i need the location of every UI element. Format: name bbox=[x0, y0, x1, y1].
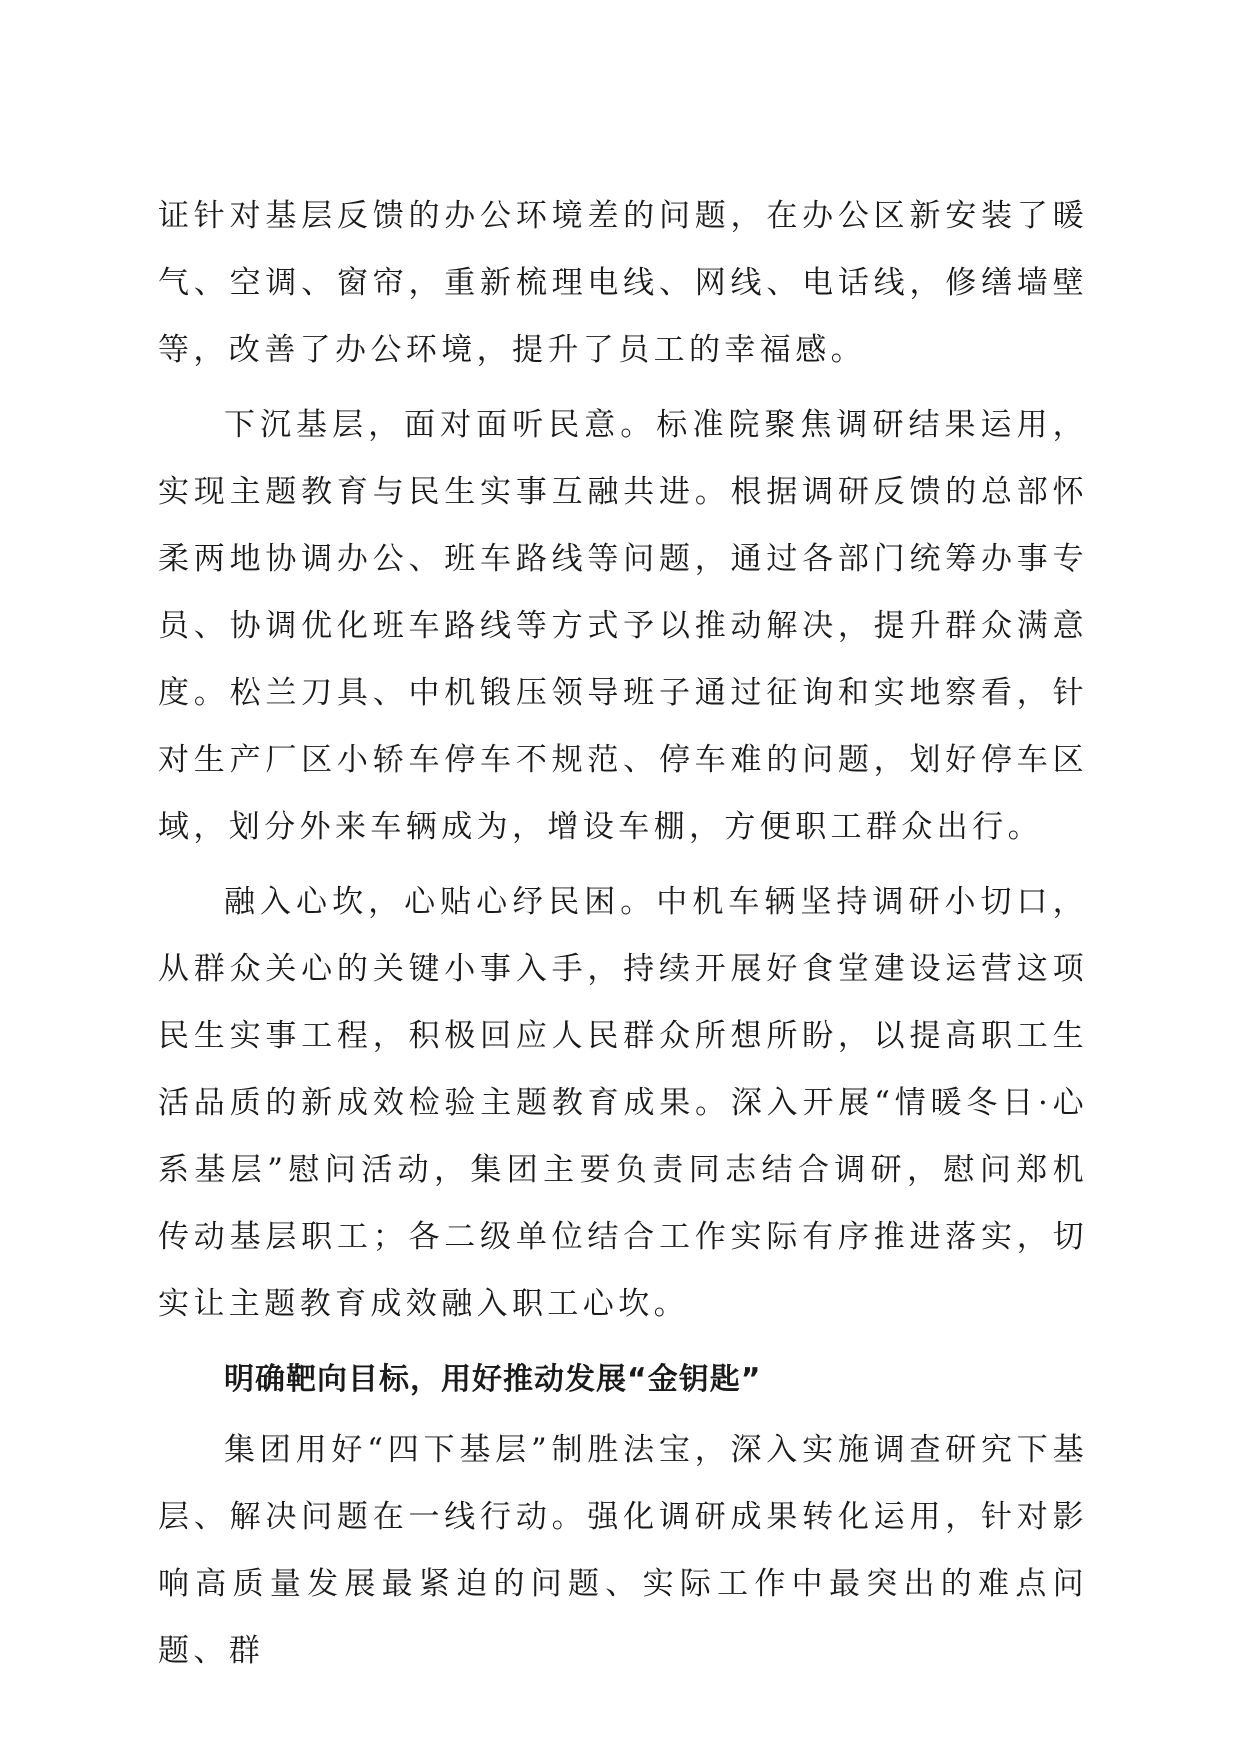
section-heading: 明确靶向目标，用好推动发展“金钥匙” bbox=[224, 1362, 762, 1397]
paragraph-continuation: 证针对基层反馈的办公环境差的问题，在办公区新安装了暖气、空调、窗帘，重新梳理电线、网线、电话线，修缮墙壁等，改善了办公环境，提升了员工的幸福感。 bbox=[158, 198, 1088, 368]
document-body bbox=[158, 183, 1088, 1685]
paragraph-grassroots: 下沉基层，面对面听民意。标准院聚焦调研结果运用，实现主题教育与民生实事互融共进。根据调研反馈的总部怀柔两地协调办公、班车路线等问题，通过各部门统筹办事专员、协调优化班车路线等方式予以推动解决，提升群众满意度。松兰刀具、中机锻压领导班子通过征询和实地察看，针对生产厂区小轿车停车不规范、停车难的问题，划好停车区域，划分外来车辆成为，增设车棚，方便职工群众出行。 bbox=[158, 407, 1088, 845]
paragraph-heart: 融入心坎，心贴心纾民困。中机车辆坚持调研小切口，从群众关心的关键小事入手，持续开展好食堂建设运营这项民生实事工程，积极回应人民群众所想所盼，以提高职工生活品质的新成效检验主题教育成果。深入开展“情暖冬日·心系基层”慰问活动，集团主要负责同志结合调研，慰问郑机传动基层职工；各二级单位结合工作实际有序推进落实，切实让主题教育成效融入职工心坎。 bbox=[158, 884, 1088, 1322]
paragraph-closing: 集团用好“四下基层”制胜法宝，深入实施调查研究下基层、解决问题在一线行动。强化调研成果转化运用，针对影响高质量发展最紧迫的问题、实际工作中最突出的难点问题、群 bbox=[158, 1432, 1088, 1669]
